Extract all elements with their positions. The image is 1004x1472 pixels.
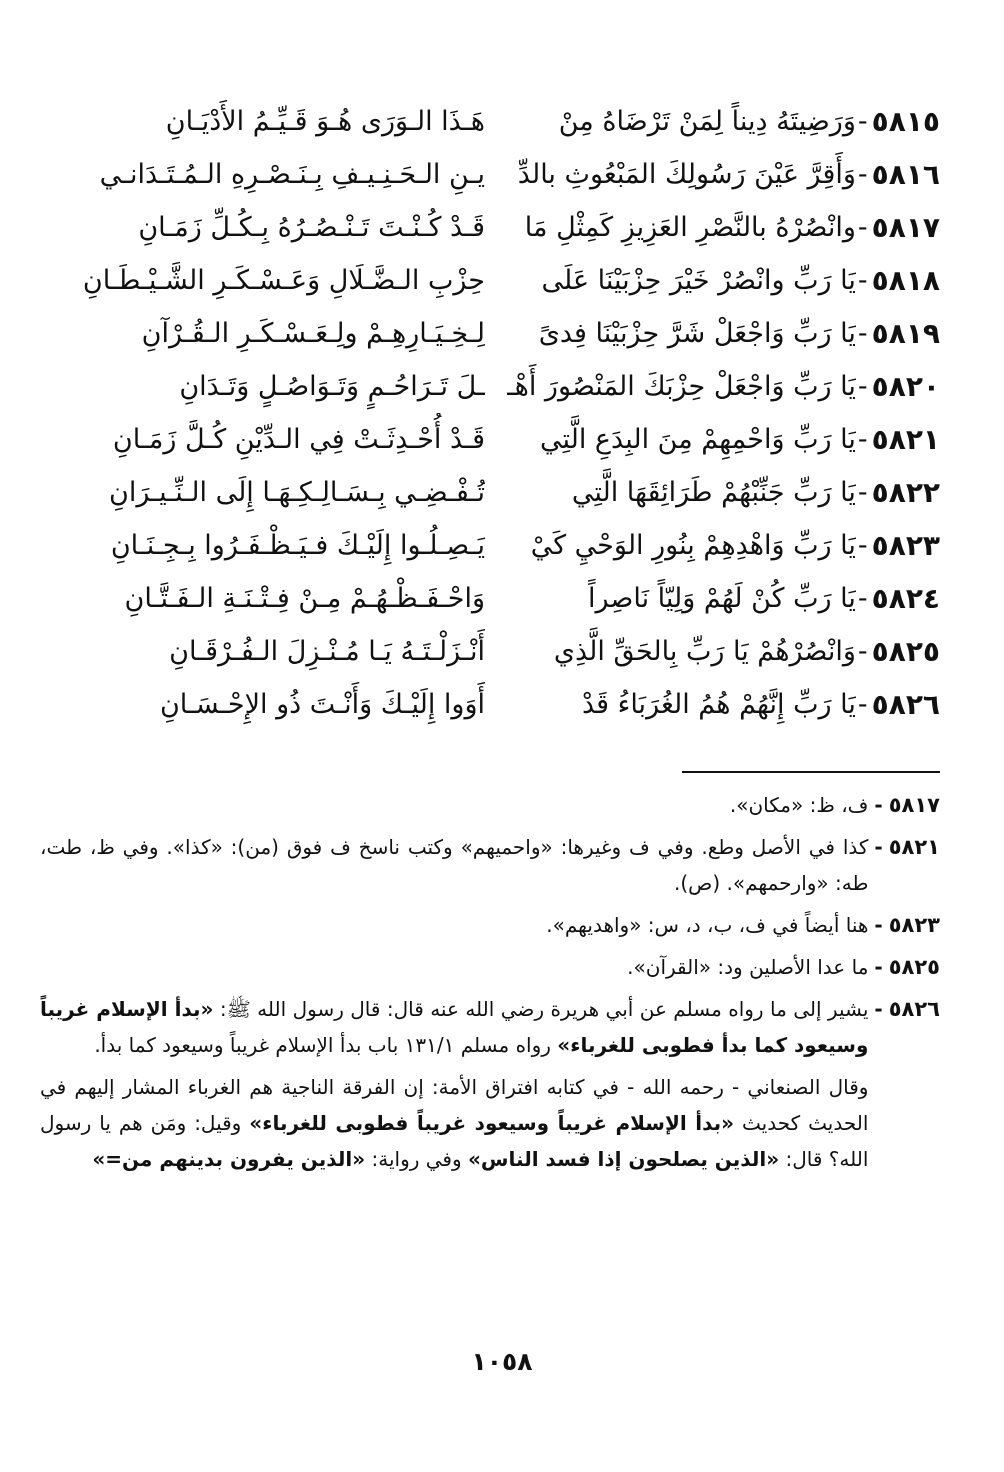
verse-number: ٥٨٢٢: [871, 476, 940, 509]
footnote-text: هنا أيضاً في ف، ب، د، س: «واهديهم».: [546, 913, 869, 937]
verse-line: ٥٨٢١ - يَا رَبِّ وَاحْمِهِمْ مِنَ البِدَعِ الَّتِي قَـدْ أُحْـدِثَـتْ فِي الـدِّيْنِ كُـلَّ زَمَـانِ: [40, 413, 940, 466]
verse-number: ٥٨٢١: [871, 423, 940, 456]
verse-line: ٥٨٢٠ - يَا رَبِّ وَاجْعَلْ حِزْبَكَ المَنْصُورَ أَهْـ ـلَ تَـرَاحُـمٍ وَتَـوَاصُـلٍ وَتَـدَانِ: [40, 360, 940, 413]
footnote-text: كذا في الأصل وطع. وفي ف وغيرها: «واحميهم» وكتب ناسخ ف فوق (من): «كذا». وفي ظ، طت، طه: «وارحمهم». (ص).: [40, 835, 869, 895]
second-hemistich: تُـفْـضِـي بِـسَـالِـكِـهَـا إِلَى الـنِّـيـرَانِ: [109, 477, 485, 508]
footnote-number: ٥٨٢١: [888, 835, 940, 859]
first-hemistich: يَا رَبِّ كُنْ لَهُمْ وَلِيّاً نَاصِراً: [588, 583, 856, 614]
verse-number: ٥٨١٧: [871, 211, 940, 244]
footnote-number: ٥٨١٧: [888, 793, 940, 817]
first-hemistich: وانْصُرْهُ بالنَّصْرِ العَزِيزِ كَمِثْلِ مَا: [524, 212, 856, 243]
verse-number: ٥٨١٦: [871, 158, 940, 191]
hadith-quote: «الذين يصلحون إذا فسد الناس»: [468, 1147, 780, 1171]
footnote: ٥٨٢١ - كذا في الأصل وطع. وفي ف وغيرها: «واحميهم» وكتب ناسخ ف فوق (من): «كذا». وفي ظ، طت، طه: «وارحمهم». (ص).: [40, 829, 940, 901]
footnote-number: ٥٨٢٥: [888, 955, 940, 979]
hadith-quote: «بدأ الإسلام غريباً وسيعود غريباً فطوبى للغرباء»: [249, 1111, 735, 1135]
verse-line: ٥٨٢٥ - وَانْصُرْهُمْ يَا رَبِّ بِالحَقِّ الَّذِي أَنْـزَلْـتَـهُ يَـا مُـنْـزِلَ الـفُـرْقَـانِ: [40, 625, 940, 678]
first-hemistich: يَا رَبِّ إِنَّهُمْ هُمُ الغُرَبَاءُ قَدْ: [581, 689, 856, 720]
footnote-separator: [682, 771, 940, 773]
second-hemistich: أَوَوا إِلَيْـكَ وَأَنْـتَ ذُو الإِحْـسَـانِ: [159, 689, 485, 720]
first-hemistich: يَا رَبِّ وانْصُرْ خَيْرَ حِزْبَيْنَا عَلَى: [541, 265, 856, 296]
hadith-source: رواه مسلم ١٣١/١ باب بدأ الإسلام غريباً وسيعود كما بدأ.: [94, 1033, 551, 1057]
footnote-text: ما عدا الأصلين ود: «القرآن».: [627, 955, 869, 979]
verse-number: ٥٨١٨: [871, 264, 940, 297]
second-hemistich: لِـخِـيَـارِهِـمْ ولِـعَـسْـكَـرِ الـقُـرْآنِ: [141, 318, 485, 349]
verse-number: ٥٨٢٤: [871, 582, 940, 615]
second-hemistich: يَـصِـلُـوا إِلَيْـكَ فـيَـظْـفَـرُوا بِـجِـنَـانِ: [110, 530, 485, 561]
second-hemistich: حِزْبِ الـضَّـلَالِ وَعَـسْـكَـرِ الشَّـيْـطَـانِ: [82, 265, 485, 296]
hadith-quote: «الذين يفرون بدينهم من=»: [92, 1147, 366, 1171]
footnote: ٥٨١٧ - ف، ظ: «مكان».: [40, 787, 940, 823]
verse-line: ٥٨٢٤ - يَا رَبِّ كُنْ لَهُمْ وَلِيّاً نَاصِراً وَاحْـفَـظْـهُـمْ مِـنْ فِـتْـنَـةِ الـفَـتَّـانِ: [40, 572, 940, 625]
second-hemistich: أَنْـزَلْـتَـهُ يَـا مُـنْـزِلَ الـفُـرْقَـانِ: [169, 636, 485, 667]
verse-line: ٥٨١٧ - وانْصُرْهُ بالنَّصْرِ العَزِيزِ كَمِثْلِ مَا قَـدْ كُـنْـتَ تَـنْـصُـرُهُ بِـكُـلِّ زَمَـانِ: [40, 201, 940, 254]
verse-number: ٥٨٢٠: [871, 370, 940, 403]
footnote-text: ف، ظ: «مكان».: [729, 793, 869, 817]
verse-block: [40, 95, 940, 731]
second-hemistich: وَاحْـفَـظْـهُـمْ مِـنْ فِـتْـنَـةِ الـفَـتَّـانِ: [124, 583, 485, 614]
verse-number: ٥٨١٥: [871, 105, 940, 138]
commentary-paragraph: وقال الصنعاني - رحمه الله - في كتابه افتراق الأمة: إن الفرقة الناجية هم الغرباء المشار إليهم في الحديث كحديث «بدأ الإسلام غريباً وسيعود غريباً فطوبى للغرباء» وقيل: ومَن هم يا رسول الله؟ قال: «الذين يصلحون إذا فسد الناس» وفي رواية: «الذين يفرون بدينهم من=»: [40, 1075, 869, 1171]
first-hemistich: يَا رَبِّ وَاجْعَلْ حِزْبَكَ المَنْصُورَ أَهْـ: [506, 371, 856, 402]
second-hemistich: يـنِ الـحَـنِـيـفِ بِـنَـصْـرِهِ الـمُـتَـدَانـي: [99, 159, 485, 190]
hadith-intro: يشير إلى ما رواه مسلم عن أبي هريرة رضي الله عنه قال: قال رسول الله ﷺ:: [219, 997, 869, 1021]
footnote-number: ٥٨٢٦: [888, 997, 940, 1021]
verse-line: ٥٨١٩ - يَا رَبِّ وَاجْعَلْ شَرَّ حِزْبَيْنَا فِدىً لِـخِـيَـارِهِـمْ ولِـعَـسْـكَـرِ الـقُـرْآنِ: [40, 307, 940, 360]
verse-number: ٥٨١٩: [871, 317, 940, 350]
first-hemistich: وَرَضِيتَهُ دِيناً لِمَنْ تَرْضَاهُ مِنْ: [558, 106, 856, 137]
first-hemistich: وَانْصُرْهُمْ يَا رَبِّ بِالحَقِّ الَّذِي: [553, 636, 856, 667]
verse-line: ٥٨١٥ - وَرَضِيتَهُ دِيناً لِمَنْ تَرْضَاهُ مِنْ هَـذَا الـوَرَى هُـوَ قَـيِّـمُ الأَدْيَـانِ: [40, 95, 940, 148]
verse-line: ٥٨٢٦ - يَا رَبِّ إِنَّهُمْ هُمُ الغُرَبَاءُ قَدْ أَوَوا إِلَيْـكَ وَأَنْـتَ ذُو الإِحْـسَـانِ: [40, 678, 940, 731]
first-hemistich: يَا رَبِّ وَاجْعَلْ شَرَّ حِزْبَيْنَا فِدىً: [538, 318, 856, 349]
footnotes: [40, 787, 940, 1177]
second-hemistich: هَـذَا الـوَرَى هُـوَ قَـيِّـمُ الأَدْيَـانِ: [165, 106, 485, 137]
second-hemistich: ـلَ تَـرَاحُـمٍ وَتَـوَاصُـلٍ وَتَـدَانِ: [179, 371, 485, 402]
footnote-text: [40, 991, 868, 1177]
footnote-number: ٥٨٢٣: [888, 913, 940, 937]
verse-number: ٥٨٢٥: [871, 635, 940, 668]
page: [40, 95, 940, 1183]
second-hemistich: قَـدْ كُـنْـتَ تَـنْـصُـرُهُ بِـكُـلِّ زَمَـانِ: [138, 212, 485, 243]
verse-line: ٥٨٢٣ - يَا رَبِّ وَاهْدِهِمْ بِنُورِ الوَحْيِ كَيْ يَـصِـلُـوا إِلَيْـكَ فـيَـظْـفَـرُوا بِـجِـنَـانِ: [40, 519, 940, 572]
first-hemistich: وَأَقِرَّ عَيْنَ رَسُولِكَ المَبْعُوثِ بالدِّ: [517, 159, 856, 190]
verse-line: ٥٨١٨ - يَا رَبِّ وانْصُرْ خَيْرَ حِزْبَيْنَا عَلَى حِزْبِ الـضَّـلَالِ وَعَـسْـكَـرِ الشَّـيْـطَـانِ: [40, 254, 940, 307]
page-number: ١٠٥٨: [471, 1347, 533, 1376]
verse-line: ٥٨١٦ - وَأَقِرَّ عَيْنَ رَسُولِكَ المَبْعُوثِ بالدِّ يـنِ الـحَـنِـيـفِ بِـنَـصْـرِهِ الـمُـتَـدَانـي: [40, 148, 940, 201]
verse-number: ٥٨٢٦: [871, 688, 940, 721]
verse-number: ٥٨٢٣: [871, 529, 940, 562]
footnote: ٥٨٢٣ - هنا أيضاً في ف، ب، د، س: «واهديهم».: [40, 907, 940, 943]
first-hemistich: يَا رَبِّ جَنِّبْهُمْ طَرَائِقَهَا الَّتِي: [571, 477, 856, 508]
hadith-quote: «بدأ الإسلام غريباً وسيعود كما بدأ فطوبى للغرباء»: [40, 997, 869, 1057]
second-hemistich: قَـدْ أُحْـدِثَـتْ فِي الـدِّيْنِ كُـلَّ زَمَـانِ: [112, 424, 485, 455]
footnote: ٥٨٢٥ - ما عدا الأصلين ود: «القرآن».: [40, 949, 940, 985]
first-hemistich: يَا رَبِّ وَاهْدِهِمْ بِنُورِ الوَحْيِ كَيْ: [530, 530, 856, 561]
first-hemistich: يَا رَبِّ وَاحْمِهِمْ مِنَ البِدَعِ الَّتِي: [539, 424, 856, 455]
footnote: ٥٨٢٦ - يشير إلى ما رواه مسلم عن أبي هريرة رضي الله عنه قال: قال رسول الله ﷺ: «بدأ الإسلام غريباً وسيعود كما بدأ فطوبى للغرباء» رواه مسلم ١٣١/١ باب بدأ الإسلام غريباً وسيعود كما بدأ. وقال الصنعاني - رحمه الله - في كتابه افتراق الأمة: إن الفرقة الناجية هم الغرباء المشار إليهم في الحديث كحديث «بدأ الإسلام غريباً وسيعود غريباً فطوبى للغرباء» وقيل: ومَن هم يا رسول الله؟ قال: «الذين يصلحون إذا فسد الناس» وفي رواية: «الذين يفرون بدينهم من=»: [40, 991, 940, 1177]
verse-line: ٥٨٢٢ - يَا رَبِّ جَنِّبْهُمْ طَرَائِقَهَا الَّتِي تُـفْـضِـي بِـسَـالِـكِـهَـا إِلَى الـنِّـيـرَانِ: [40, 466, 940, 519]
